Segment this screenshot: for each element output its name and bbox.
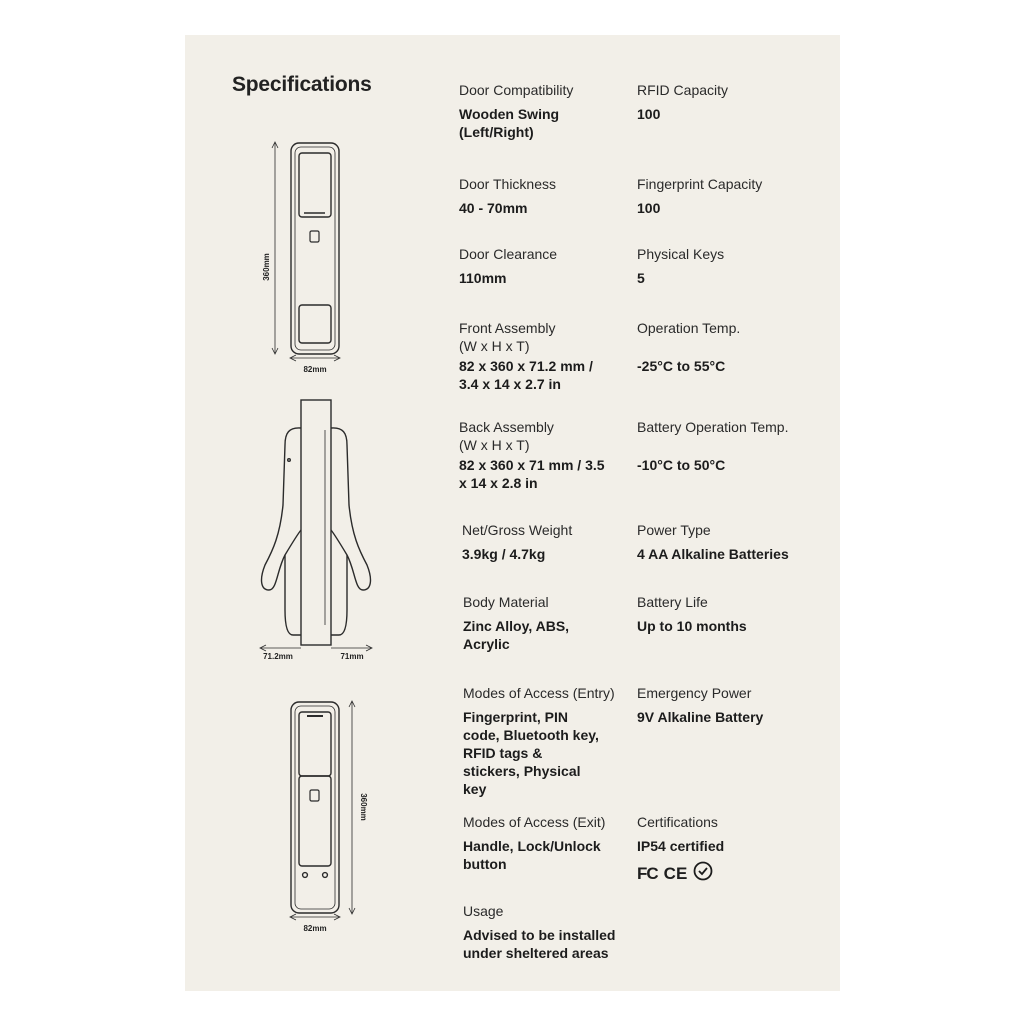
back-height-label: 360mm	[359, 793, 368, 821]
spec-label: Operation Temp.	[637, 320, 741, 336]
spec-label: Door Compatibility	[459, 82, 574, 98]
front-height-label: 360mm	[262, 253, 271, 281]
spec-label: Modes of Access (Entry)	[463, 685, 615, 701]
spec-label: Physical Keys	[637, 246, 725, 262]
side-right-label: 71mm	[340, 652, 364, 661]
c-tick-mark-icon	[693, 861, 713, 886]
spec-value: Advised to be installed under sheltered areas	[463, 927, 616, 961]
spec-label: RFID Capacity	[637, 82, 729, 98]
spec-value: Handle, Lock/Unlock button	[463, 838, 601, 872]
spec-value: 82 x 360 x 71.2 mm / 3.4 x 14 x 2.7 in	[459, 358, 593, 392]
front-width-label: 82mm	[303, 365, 327, 374]
spec-power-type	[637, 521, 832, 563]
spec-exit-access	[463, 813, 623, 873]
page-title: Specifications	[232, 73, 372, 96]
spec-value: 82 x 360 x 71 mm / 3.5 x 14 x 2.8 in	[459, 457, 605, 491]
spec-label: Battery Operation Temp.	[637, 419, 789, 435]
spec-value: 5	[637, 270, 645, 286]
spec-label: Fingerprint Capacity	[637, 176, 763, 192]
spec-front-assembly	[459, 319, 609, 393]
spec-label: Modes of Access (Exit)	[463, 814, 606, 830]
spec-label: Front Assembly	[459, 320, 556, 336]
fcc-mark-icon: FC	[637, 863, 658, 883]
spec-door-clearance	[459, 245, 609, 287]
spec-rfid-capacity	[637, 81, 827, 123]
front-view-drawing	[291, 143, 339, 354]
back-view-drawing	[291, 702, 339, 913]
spec-back-assembly	[459, 418, 609, 492]
spec-value: Zinc Alloy, ABS, Acrylic	[463, 618, 570, 652]
spec-value: 100	[637, 106, 661, 122]
spec-fingerprint-capacity	[637, 175, 827, 217]
product-drawings	[185, 35, 445, 991]
back-width-label: 82mm	[303, 924, 327, 933]
spec-label: Back Assembly	[459, 419, 554, 435]
spec-value: 40 - 70mm	[459, 200, 528, 216]
spec-label: Body Material	[463, 594, 549, 610]
spec-value: 110mm	[459, 270, 507, 286]
spec-value: 4 AA Alkaline Batteries	[637, 546, 789, 562]
spec-value: 3.9kg / 4.7kg	[462, 546, 546, 562]
spec-entry-access	[463, 684, 623, 798]
spec-label: Usage	[463, 903, 504, 919]
spec-value: -10°C to 50°C	[637, 457, 726, 473]
spec-physical-keys	[637, 245, 827, 287]
spec-certifications	[637, 813, 832, 886]
spec-label: Battery Life	[637, 594, 708, 610]
spec-body-material	[463, 593, 593, 653]
spec-weight	[462, 521, 612, 563]
spec-battery-life	[637, 593, 832, 635]
spec-sublabel: (W x H x T)	[459, 437, 530, 453]
spec-label: Emergency Power	[637, 685, 752, 701]
spec-label: Net/Gross Weight	[462, 522, 573, 538]
spec-label: Certifications	[637, 814, 718, 830]
side-left-label: 71.2mm	[263, 652, 293, 661]
certification-marks	[637, 861, 832, 886]
spec-value: -25°C to 55°C	[637, 358, 726, 374]
spec-door-compatibility	[459, 81, 609, 141]
spec-value: Wooden Swing (Left/Right)	[459, 106, 560, 140]
spec-value: 100	[637, 200, 661, 216]
side-view-drawing	[262, 400, 371, 645]
ce-mark-icon: CE	[663, 863, 688, 883]
spec-sublabel: (W x H x T)	[459, 338, 530, 354]
spec-value: IP54 certified	[637, 838, 725, 854]
spec-label: Power Type	[637, 522, 711, 538]
spec-value: Up to 10 months	[637, 618, 747, 634]
spec-value: Fingerprint, PIN code, Bluetooth key, RFID tags & stickers, Physical key	[463, 709, 599, 797]
spec-door-thickness	[459, 175, 609, 217]
spec-battery-temp	[637, 418, 832, 474]
spec-value: 9V Alkaline Battery	[637, 709, 764, 725]
spec-usage	[463, 902, 623, 962]
spec-label: Door Thickness	[459, 176, 557, 192]
spec-operation-temp	[637, 319, 827, 375]
spec-sheet	[185, 35, 840, 991]
spec-emergency-power	[637, 684, 832, 726]
spec-label: Door Clearance	[459, 246, 558, 262]
